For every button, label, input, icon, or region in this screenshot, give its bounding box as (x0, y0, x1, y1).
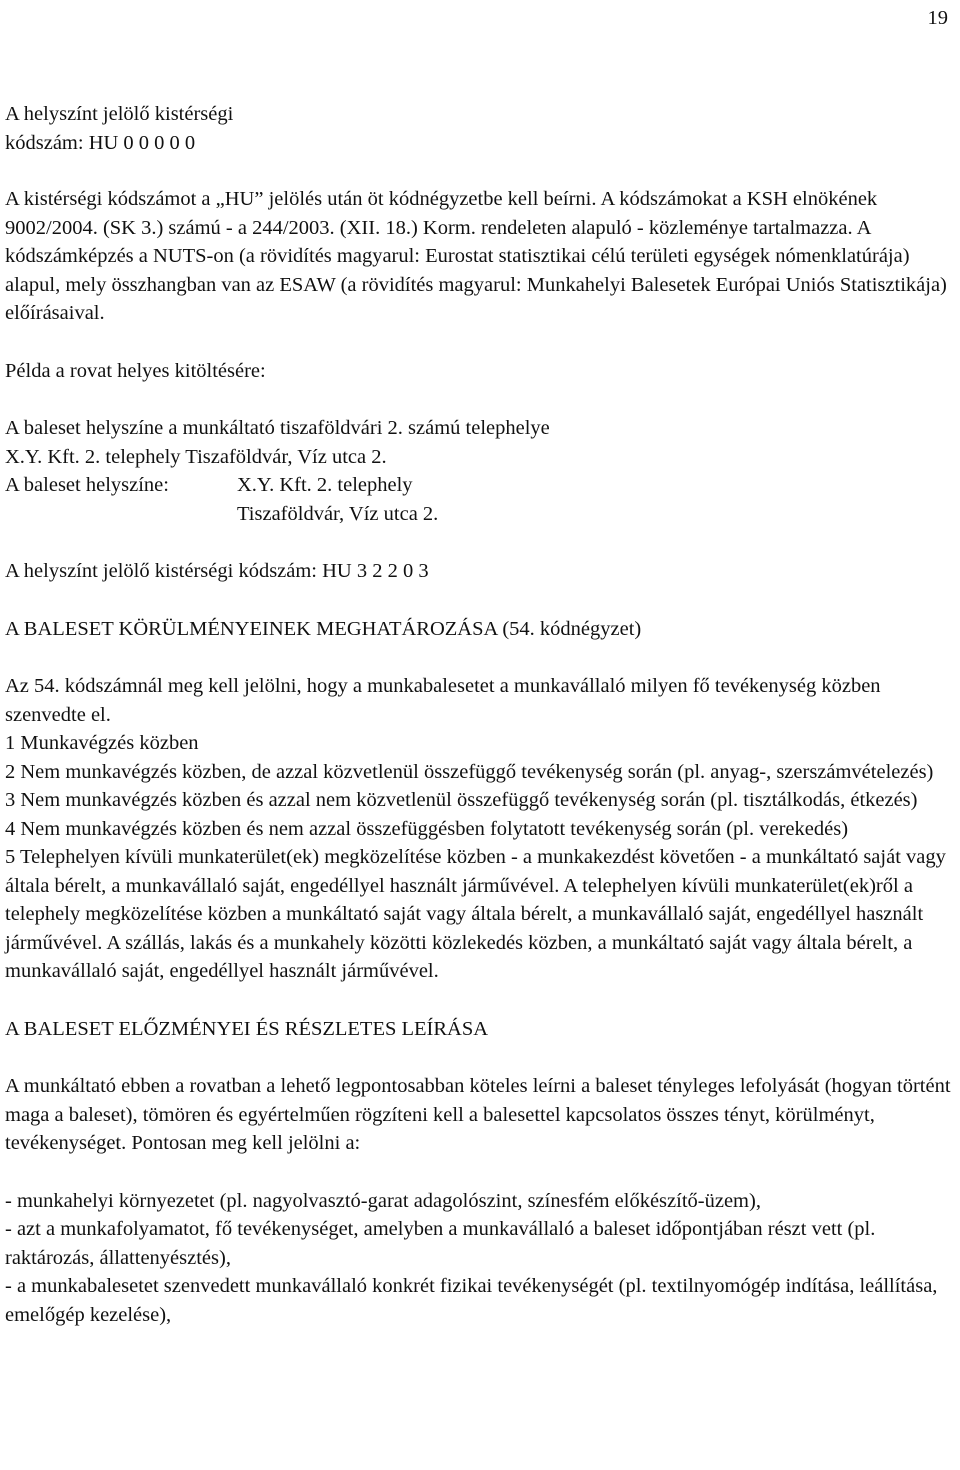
section-54-heading: A BALESET KÖRÜLMÉNYEINEK MEGHATÁROZÁSA (54. kódnégyzet) (5, 617, 642, 640)
example-field-label: A baleset helyszíne: (5, 474, 169, 496)
document-content (5, 100, 955, 1329)
page-number: 19 (927, 7, 948, 29)
section-54-item-4: 4 Nem munkavégzés közben és nem azzal összefüggésben folytatott tevékenység során (pl. verekedés) (5, 817, 849, 840)
code-intro-line-1: A helyszínt jelölő kistérségi (5, 103, 234, 125)
example-field-value-2: Tiszaföldvár, Víz utca 2. (237, 502, 439, 525)
example-field-value-1: X.Y. Kft. 2. telephely (237, 474, 413, 496)
section-54-item-2: 2 Nem munkavégzés közben, de azzal közvetlenül összefüggő tevékenység során (pl. anyag-, szerszámvételezés) (5, 760, 934, 783)
example-title: Példa a rovat helyes kitöltésére: (5, 359, 266, 382)
intro-paragraph: A kistérségi kódszámot a „HU” jelölés után öt kódnégyzetbe kell beírni. A kódszámokat a KSH elnökének 9002/2004. (SK 3.) számú - a 244/2003. (XII. 18.) Korm. rendeleten alapuló - közleménye tartalmazza. A kódszámképzés a NUTS-on (a rövidítés magyarul: Eurostat statisztikai célú területi egységek nómenklatúrája) alapul, mely összhangban van az ESAW (a rövidítés magyarul: Munkahelyi Balesetek Európai Uniós Statisztikája) előírásaival. (5, 188, 947, 324)
example-field-row (5, 471, 955, 500)
code-intro-line-2: kódszám: HU 0 0 0 0 0 (5, 131, 196, 154)
section-history-bullet-2: - azt a munkafolyamatot, fő tevékenységet, amelyben a munkavállaló a baleset időpontjában részt vett (pl. raktározás, állattenyésztés), (5, 1218, 876, 1269)
example-code-line: A helyszínt jelölő kistérségi kódszám: HU 3 2 2 0 3 (5, 560, 429, 582)
section-history-paragraph: A munkáltató ebben a rovatban a lehető legpontosabban köteles leírni a baleset tényleges lefolyását (hogyan történt maga a baleset), tömören és egyértelműen rögzíteni kell a balesettel kapcsolatos összes tényt, körülményt, tevékenységet. Pontosan meg kell jelölni a: (5, 1075, 951, 1154)
section-54-item-1: 1 Munkavégzés közben (5, 732, 199, 754)
section-history-bullet-1: - munkahelyi környezetet (pl. nagyolvasztó-garat adagolószint, színesfém előkészítő-üzem), (5, 1189, 761, 1212)
section-history-heading: A BALESET ELŐZMÉNYEI ÉS RÉSZLETES LEÍRÁSA (5, 1017, 489, 1040)
section-history-bullet-3: - a munkabalesetet szenvedett munkavállaló konkrét fizikai tevékenységét (pl. textilnyomógép indítása, leállítása, emelőgép kezelése), (5, 1275, 938, 1326)
example-line-2: X.Y. Kft. 2. telephely Tiszaföldvár, Víz utca 2. (5, 445, 387, 468)
example-line-1: A baleset helyszíne a munkáltató tiszaföldvári 2. számú telephelye (5, 417, 550, 439)
section-54-item-3: 3 Nem munkavégzés közben és azzal nem közvetlenül összefüggő tevékenység során (pl. tisztálkodás, étkezés) (5, 789, 918, 811)
section-54-intro: Az 54. kódszámnál meg kell jelölni, hogy a munkabalesetet a munkavállaló milyen fő tevékenység közben szenvedte el. (5, 675, 881, 726)
section-54-item-5: 5 Telephelyen kívüli munkaterület(ek) megközelítése közben - a munkakezdést követően - a munkáltató saját vagy általa bérelt, a munkavállaló saját, engedéllyel használt járművével. A telephelyen kívüli munkaterület(ek)ről a telephely megközelítése közben a munkáltató saját vagy általa bérelt, a munkavállaló saját, engedéllyel használt járművével. A szállás, lakás és a munkahely közötti közlekedés közben, a munkáltató saját vagy általa bérelt, a munkavállaló saját, engedéllyel használt járművével. (5, 846, 946, 982)
